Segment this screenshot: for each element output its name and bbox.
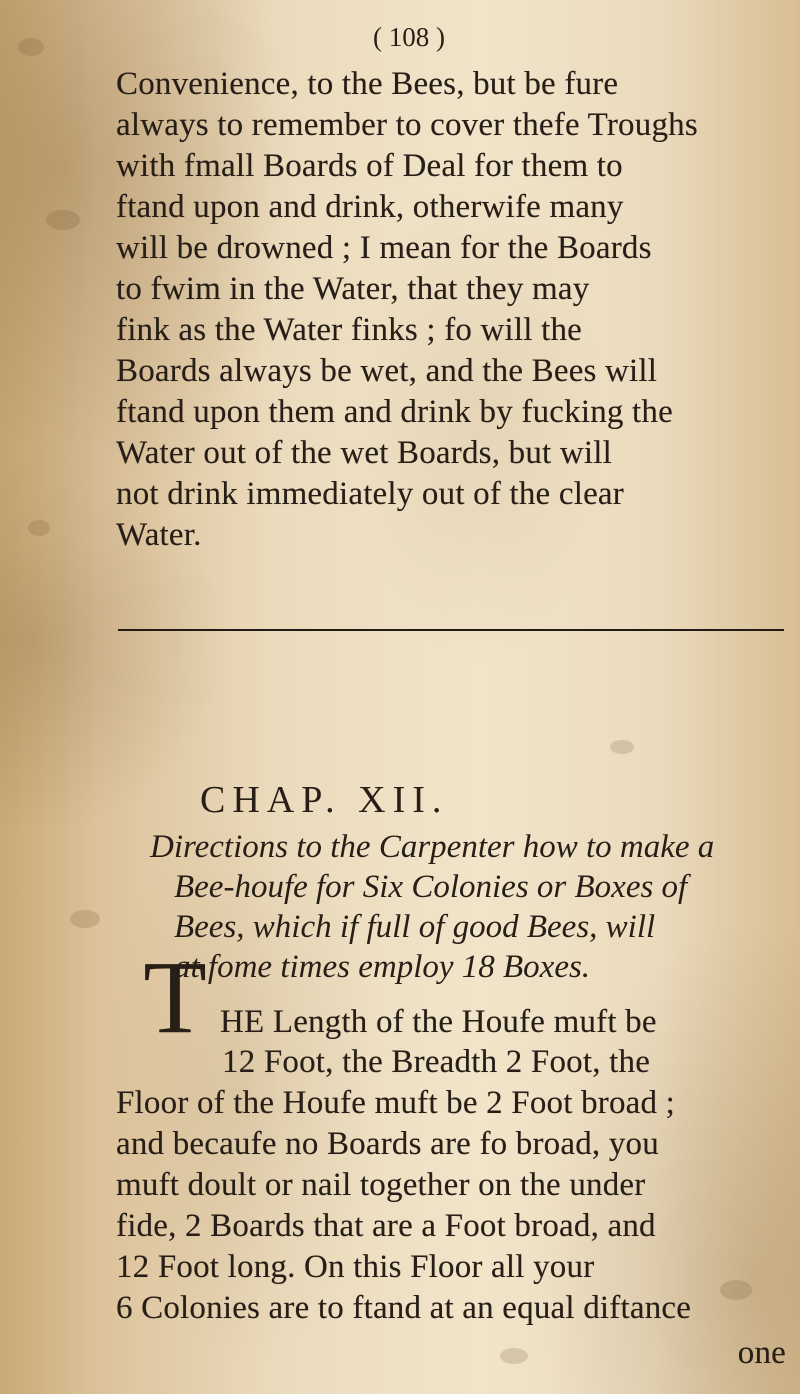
continued-text-line-7: fink as the Water finks ; fo will the [116,312,583,348]
body-line-6: fide, 2 Boards that are a Foot broad, and [116,1208,656,1244]
continued-text-line-1: Convenience, to the Bees, but be fure [116,66,619,102]
drop-cap: T [143,940,207,1055]
chapter-summary-line-3: Bees, which if full of good Bees, will [174,909,656,945]
chapter-summary-line-4: at fome times employ 18 Boxes. [174,949,591,985]
continued-text-line-8: Boards always be wet, and the Bees will [116,353,658,389]
chapter-heading: CHAP. XII. [200,779,449,821]
continued-text-line-11: not drink immediately out of the clear [116,476,624,512]
continued-text-line-3: with fmall Boards of Deal for them to [116,148,623,184]
body-line-7: 12 Foot long. On this Floor all your [116,1249,595,1285]
catchword: one [737,1335,786,1371]
chapter-summary-line-1: Directions to the Carpenter how to make a [150,829,715,865]
continued-text-line-2: always to remember to cover thefe Troughs [116,107,698,143]
continued-text-line-5: will be drowned ; I mean for the Boards [116,230,652,266]
body-line-3: Floor of the Houfe muft be 2 Foot broad ; [116,1085,676,1121]
page-number: ( 108 ) [373,22,445,52]
body-line-8: 6 Colonies are to ftand at an equal diftance [116,1290,692,1326]
body-line-1: HE Length of the Houfe muft be [220,1004,657,1040]
continued-text-line-6: to fwim in the Water, that they may [116,271,590,307]
body-line-5: muft doult or nail together on the under [116,1167,646,1203]
body-line-4: and becaufe no Boards are fo broad, you [116,1126,659,1162]
continued-text-line-9: ftand upon them and drink by fucking the [116,394,673,430]
continued-text-line-10: Water out of the wet Boards, but will [116,435,612,471]
body-line-2: 12 Foot, the Breadth 2 Foot, the [222,1044,651,1080]
continued-text-line-4: ftand upon and drink, otherwife many [116,189,624,225]
continued-text-line-12: Water. [116,517,202,553]
chapter-summary-line-2: Bee-houfe for Six Colonies or Boxes of [174,869,688,905]
section-rule [118,629,784,631]
